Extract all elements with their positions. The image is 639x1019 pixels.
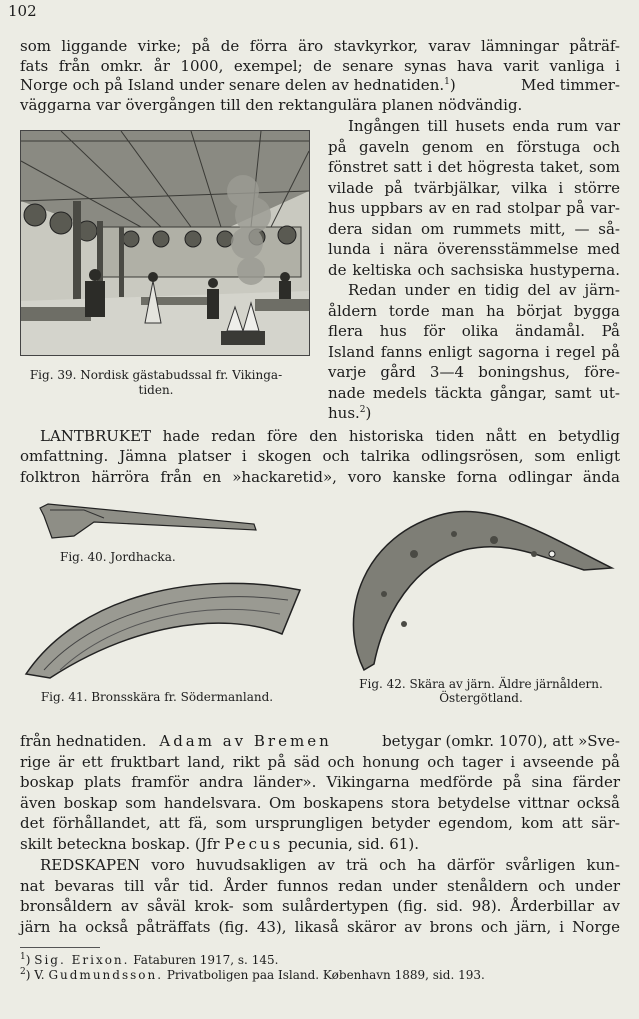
- body-line: folktron härröra från en »hackaretid», voro kanske forna odlingar ända: [20, 468, 620, 486]
- body-line: lunda i nära överensstämmelse med: [328, 240, 620, 258]
- figure-39-caption: Fig. 39. Nordisk gästabudssal fr. Vikinga-tiden.: [29, 368, 283, 397]
- body-line: fats från omkr. år 1000, exempel; de senare synas hava varit vanliga i: [20, 57, 620, 75]
- body-line: även boskap som handelsvara. Om boskapens stora betydelse vittnar också: [20, 794, 620, 812]
- figure-41-illustration: [20, 574, 310, 684]
- footnote-mark: 1: [20, 952, 26, 962]
- body-line-text: Norge och på Island under senare delen av hednatiden.: [20, 76, 445, 94]
- body-line-text: från hednatiden.: [20, 732, 147, 750]
- body-line: Norge och på Island under senare delen av hednatiden.$^1$) Med timmer-: [20, 76, 620, 94]
- body-line-text: pecunia, sid. 61).: [288, 835, 419, 853]
- body-line: omfattning. Jämna platser i skogen och talrika odlingsrösen, som enligt: [20, 447, 620, 465]
- body-line: boskap plats framför andra länder». Vikingarna medförde på sina färder: [20, 773, 620, 791]
- body-line: fönstret satt i det högresta taket, som: [328, 158, 620, 176]
- footnote-author: Sig. Erixon.: [34, 953, 130, 967]
- body-line-tail: Med timmer-: [521, 76, 620, 94]
- footnote-ref: 2: [359, 405, 366, 415]
- body-line: väggarna var övergången till den rektangulära planen nödvändig.: [20, 96, 523, 114]
- body-line: REDSKAPEN voro huvudsakligen av trä och ha därför svårligen kun-: [40, 856, 620, 874]
- body-line: flera hus för olika ändamål. På: [328, 322, 620, 340]
- body-line: Island fanns enligt sagorna i regel på: [328, 343, 620, 361]
- footnote-prefix: ) V.: [25, 968, 49, 982]
- figure-42-caption-line2: Östergötland.: [439, 691, 523, 705]
- body-line-tail: betygar (omkr. 1070), att »Sve-: [382, 732, 620, 750]
- body-line-text: hus.: [328, 404, 360, 422]
- body-line: [20, 834, 620, 854]
- viking-hall-drawing: [21, 131, 309, 355]
- hoe-drawing: [34, 496, 264, 546]
- body-line: som liggande virke; på de förra äro stavkyrkor, varav lämningar påträf-: [20, 37, 620, 55]
- body-line: bronsåldern av såväl krok- som sulårdertypen (fig. sid. 98). Årderbillar av: [20, 897, 620, 915]
- footnote-text: Fataburen 1917, s. 145.: [129, 953, 279, 967]
- bronze-sickle-drawing: [20, 574, 310, 684]
- body-line: järn ha också påträffats (fig. 43), likaså skäror av brons och järn, i Norge: [20, 918, 620, 936]
- body-line: varje gård 3—4 boningshus, före-: [328, 363, 620, 381]
- body-line: åldern torde man ha börjat bygga: [328, 302, 620, 320]
- figure-39-illustration: [20, 130, 310, 356]
- body-line: vilade på tvärbjälkar, vilka i större: [328, 179, 620, 197]
- footnote-author: Gudmundsson.: [48, 968, 164, 982]
- footnote-divider: [20, 947, 100, 948]
- body-line: rige är ett fruktbart land, rikt på säd och honung och tager i avseende på: [20, 753, 620, 771]
- body-line: LANTBRUKET hade redan före den historiska tiden nått en betydlig: [40, 427, 620, 445]
- figure-40-caption: Fig. 40. Jordhacka.: [60, 550, 176, 564]
- body-line: nat bevaras till vår tid. Årder funnos redan under stenåldern och under: [20, 877, 620, 895]
- footnote-mark: 2: [20, 967, 26, 977]
- footnote: [20, 967, 485, 983]
- body-line: [20, 731, 620, 751]
- body-line: på gaveln genom en förstuga och: [328, 138, 620, 156]
- body-line: dera sidan om rummets mitt, — så-: [328, 220, 620, 238]
- latin-term: Pecus: [224, 835, 284, 853]
- page-number: 102: [8, 2, 37, 20]
- footnote: [20, 952, 278, 968]
- figure-42-illustration: [344, 504, 616, 674]
- body-line: nade medels täckta gångar, samt ut-: [328, 384, 620, 402]
- figure-42-caption-line1: Fig. 42. Skära av järn. Äldre järnåldern.: [359, 677, 603, 691]
- iron-sickle-drawing: [344, 504, 616, 674]
- figure-40-illustration: [34, 496, 264, 546]
- footnote-prefix: ): [25, 953, 35, 967]
- body-line: hus uppbars av en rad stolpar på var-: [328, 199, 620, 217]
- body-line: Ingången till husets enda rum var: [348, 117, 620, 135]
- footnote-text: Privatboligen paa Island. København 1889, sid. 193.: [163, 968, 485, 982]
- body-line: de keltiska och sachsiska hustyperna.: [328, 261, 620, 279]
- body-line: det förhållandet, att fä, som ursprungligen betyder egendom, kom att sär-: [20, 814, 620, 832]
- footnote-ref: 1: [444, 77, 450, 87]
- body-line: hus.$^2$): [328, 404, 372, 422]
- figure-41-caption: Fig. 41. Bronsskära fr. Södermanland.: [40, 690, 274, 704]
- author-name: Adam av Bremen: [159, 732, 332, 750]
- body-line: Redan under en tidig del av järn-: [348, 281, 620, 299]
- body-line-text: skilt beteckna boskap. (Jfr: [20, 835, 220, 853]
